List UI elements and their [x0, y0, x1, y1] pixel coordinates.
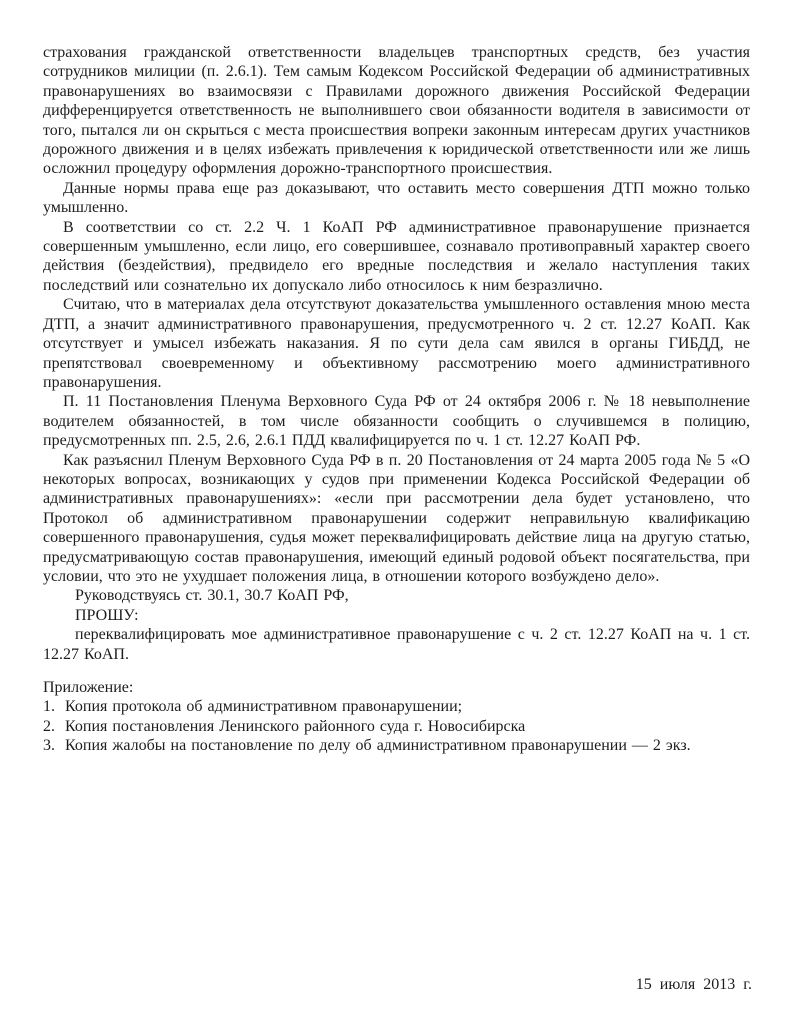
- attachments-section: [43, 678, 750, 756]
- document-date: 15 июля 2013 г.: [635, 976, 752, 993]
- attachment-text: Копия постановления Ленинского районного суда г. Новосибирска: [65, 717, 526, 735]
- body-paragraph-4: Считаю, что в материалах дела отсутствуют доказательства умышленного оставления мною места ДТП, а значит административного правонарушения, предусмотренного ч. 2 ст. 12.27 КоАП. Как отсутствует и умысел избежать наказания. Я по сути дела сам явился в органы ГИБДД, не препятствовал своевременному и объективному рассмотрению моего административного правонарушения.: [43, 296, 750, 391]
- attachment-text: Копия жалобы на постановление по делу об административном правонарушении — 2 экз.: [65, 737, 691, 755]
- body-paragraph-1: страхования гражданской ответственности владельцев транспортных средств, без участия сотрудников милиции (п. 2.6.1). Тем самым Кодексом Российской Федерации об административных правонарушениях во взаимосвязи с Правилами дорожного движения Российской Федерации дифференцируется ответственность не выполнившего свои обязанности водителя в зависимости от того, пытался ли он скрыться с места происшествия вопреки законным интересам других участников дорожного движения и в целях избежать привлечения к юридической ответственности или же лишь осложнил процедуру оформления дорожно-транспортного происшествия.: [43, 44, 750, 178]
- body-paragraph-5: П. 11 Постановления Пленума Верховного Суда РФ от 24 октября 2006 г. № 18 невыполнение водителем обязанностей, в том числе обязанности сообщить о случившемся в полицию, предусмотренных пп. 2.5, 2.6, 2.6.1 ПДД квалифицируется по ч. 1 ст. 12.27 КоАП РФ.: [43, 393, 750, 450]
- attachment-number: 2.: [43, 717, 55, 735]
- request-heading: ПРОШУ:: [75, 606, 139, 624]
- attachment-text: Копия протокола об административном правонарушении;: [65, 698, 463, 716]
- attachment-item-3: [43, 736, 750, 755]
- request-text: переквалифицировать мое административное правонарушение с ч. 2 ст. 12.27 КоАП на ч. 1 ст. 12.27 КоАП.: [43, 626, 750, 663]
- attachment-number: 3.: [43, 737, 55, 755]
- legal-basis-line: Руководствуясь ст. 30.1, 30.7 КоАП РФ,: [75, 587, 349, 605]
- attachment-item-2: [43, 717, 750, 736]
- attachment-item-1: [43, 697, 750, 716]
- body-paragraph-6: Как разъяснил Пленум Верховного Суда РФ в п. 20 Постановления от 24 марта 2005 года № 5 «О некоторых вопросах, возникающих у судов при применении Кодекса Российской Федерации об административных правонарушениях»: «если при рассмотрении дела будет установлено, что Протокол об административном правонарушении содержит неправильную квалификацию совершенного правонарушения, судья может переквалифицировать действие лица на другую статью, предусматривающую состав правонарушения, имеющий единый родовой объект посягательства, при условии, что это не ухудшает положения лица, в отношении которого возбуждено дело».: [43, 451, 750, 585]
- attachments-heading: Приложение:: [43, 679, 134, 696]
- attachment-number: 1.: [43, 698, 55, 716]
- body-paragraph-3: В соответствии со ст. 2.2 Ч. 1 КоАП РФ административное правонарушение признается совершенным умышленно, если лицо, его совершившее, сознавало противоправный характер своего действия (бездействия), предвидело его вредные последствия и желало наступления таких последствий или сознательно их допускало либо относилось к ним безразлично.: [43, 218, 750, 294]
- body-paragraph-2: Данные нормы права еще раз доказывают, что оставить место совершения ДТП можно только умышленно.: [43, 179, 750, 217]
